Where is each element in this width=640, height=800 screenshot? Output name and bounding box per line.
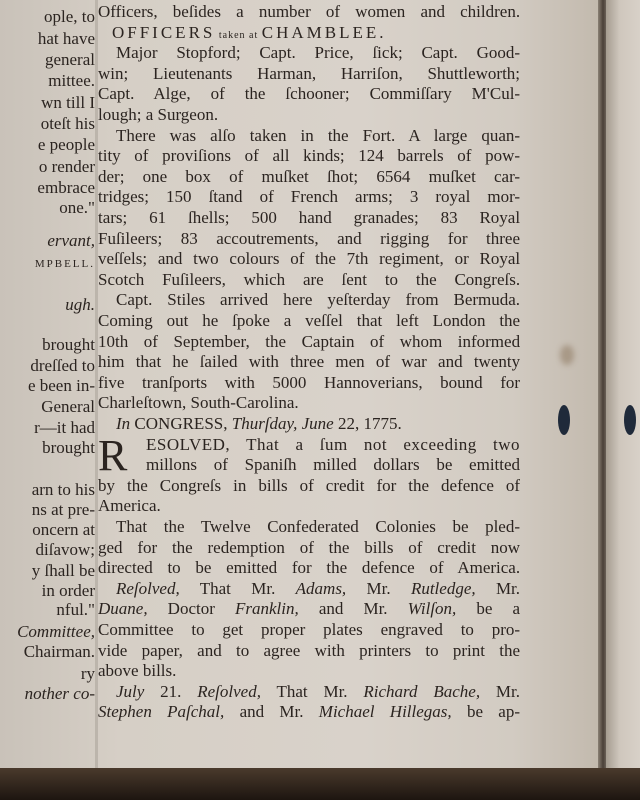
text-line: millons of Spaniſh milled dollars be emitted xyxy=(146,455,520,475)
text-line: one." xyxy=(59,198,95,217)
text-line: Committee to get proper plates engraved to pro- xyxy=(98,620,520,639)
italic-word: Rutledge, xyxy=(410,578,476,598)
italic-word: Richard xyxy=(363,681,418,701)
text-line: mittee. xyxy=(48,71,95,90)
text-line: Coming out he ſpoke a veſſel that left London the xyxy=(98,311,520,330)
text-line: embrace xyxy=(37,178,95,197)
heading-segment: taken at xyxy=(215,29,262,41)
italic-word: Franklin, xyxy=(234,599,299,619)
text-line: Duane, Doctor Franklin, and Mr. Wilſon, be a xyxy=(98,599,520,619)
text-line: Committee, xyxy=(17,622,95,641)
text-line: Officers, beſides a number of women and children. xyxy=(98,2,520,21)
text-line: Stephen Paſchal, and Mr. Michael Hillegas, be ap- xyxy=(98,702,520,722)
text-line: July 21. Reſolved, That Mr. Richard Bache, Mr. xyxy=(116,681,520,701)
binding-hole xyxy=(624,405,636,435)
italic-word: Reſolved, xyxy=(197,681,261,701)
text-line: ople, to xyxy=(44,7,95,26)
text-line: in order xyxy=(41,581,95,600)
text-line: ns at pre- xyxy=(31,500,95,519)
text-line: o render xyxy=(38,157,95,176)
text-line: wn till I xyxy=(41,93,95,112)
italic-word: Reſolved, xyxy=(116,578,180,598)
text-line: y ſhall be xyxy=(31,561,95,580)
text-line: ugh. xyxy=(65,295,95,314)
text-line: America. xyxy=(98,496,161,516)
text-line: tridges; 150 ſtand of French arms; 3 royal mor- xyxy=(98,187,520,207)
text-line: Capt. Alge, of the ſchooner; Commiſſary M'Cul- xyxy=(98,84,520,104)
italic-word: July xyxy=(116,681,145,701)
text-line: e people xyxy=(37,135,95,154)
congress-heading: In CONGRESS, Thurſday, June 22, 1775. xyxy=(116,414,402,433)
background-surface xyxy=(0,768,640,800)
text-line: general xyxy=(44,50,95,69)
text-line: directed to be emitted for the defence of America. xyxy=(98,558,520,578)
text-line: tars; 61 ſhells; 500 hand granades; 83 Royal xyxy=(98,208,520,227)
text-line: Major Stopford; Capt. Price, ſick; Capt. Good- xyxy=(116,43,520,63)
text-line: nful." xyxy=(56,600,95,619)
text-line: ged for the redemption of the bills of credit now xyxy=(98,537,520,557)
italic-word: Adams, xyxy=(295,578,347,598)
text-line: That the Twelve Confederated Colonies be pled- xyxy=(116,517,520,536)
italic-word: Hillegas, xyxy=(389,702,452,722)
italic-word: Duane, xyxy=(98,599,148,619)
stain xyxy=(560,345,574,365)
text-line: ervant, xyxy=(47,231,95,250)
text-line: Fuſileers; 83 accoutrements, and rigging for three xyxy=(98,228,520,248)
text-line: Reſolved, That Mr. Adams, Mr. Rutledge, Mr. xyxy=(116,578,520,598)
italic-word: Paſchal, xyxy=(167,702,225,722)
text-line: veſſels; and two colours of the 7th regiment, or Royal xyxy=(98,249,520,269)
text-line: win; Lieutenants Harman, Harriſon, Shuttleworth; xyxy=(98,63,520,83)
text-line: diſavow; xyxy=(35,540,95,559)
text-line: There was alſo taken in the Fort. A large quan- xyxy=(116,125,520,145)
italic-word: Bache, xyxy=(433,681,481,701)
text-line: General xyxy=(41,397,95,416)
drop-cap: R xyxy=(98,435,128,477)
text-line: five tranſports with 5000 Hannoverians, bound for xyxy=(98,372,520,392)
text-line: above bills. xyxy=(98,661,177,681)
heading-segment: CHAMBLEE. xyxy=(261,22,387,42)
text-line: oteſt his xyxy=(40,114,95,133)
italic-word: Stephen xyxy=(98,702,152,722)
text-line: arn to his xyxy=(31,480,95,499)
text-line: e been in- xyxy=(27,376,95,395)
text-line: oncern at xyxy=(32,520,95,539)
text-line: Charleſtown, South-Carolina. xyxy=(98,393,299,413)
text-line: ESOLVED, That a ſum not exceeding two xyxy=(146,434,520,454)
text-line: tity of proviſions of all kinds; 124 barrels of pow- xyxy=(98,146,520,166)
section-heading xyxy=(112,23,520,44)
text-line: der; one box of muſket ſhot; 6564 muſket car- xyxy=(98,166,520,186)
text-line: Scotch Fuſileers, which are ſent to the Congreſs. xyxy=(98,269,520,289)
heading-segment: OFFICERS xyxy=(112,22,216,42)
italic-word: Wilſon, xyxy=(407,599,457,619)
text-line: lough; a Surgeon. xyxy=(98,105,219,124)
italic-word: Michael xyxy=(318,702,375,722)
text-line: hat have xyxy=(37,29,95,48)
italic-word: In xyxy=(116,414,131,433)
text-line: MPBELL. xyxy=(34,258,95,270)
binding-hole xyxy=(558,405,570,435)
text-line: him that he ſailed with three men of war and twenty xyxy=(98,352,520,372)
text-line: Chairman. xyxy=(23,642,95,661)
text-line: ry xyxy=(80,664,95,683)
text-line: by the Congreſs in bills of credit for the defence of xyxy=(98,475,520,495)
text-line: brought xyxy=(42,438,95,457)
italic-word: Thurſday, xyxy=(231,414,298,433)
text-line: dreſſed to xyxy=(30,356,95,375)
adjacent-page-edge xyxy=(606,0,640,785)
text-line: r—it had xyxy=(34,418,95,437)
italic-word: June xyxy=(301,414,334,433)
text-line: vide paper, and to agree with printers to print the xyxy=(98,640,520,660)
text-line: nother co- xyxy=(24,684,95,703)
text-line: Capt. Stiles arrived here yeſterday from Bermuda. xyxy=(116,290,520,310)
text-line: 10th of September, the Captain of whom informed xyxy=(98,331,520,351)
text-line: brought xyxy=(42,335,95,354)
